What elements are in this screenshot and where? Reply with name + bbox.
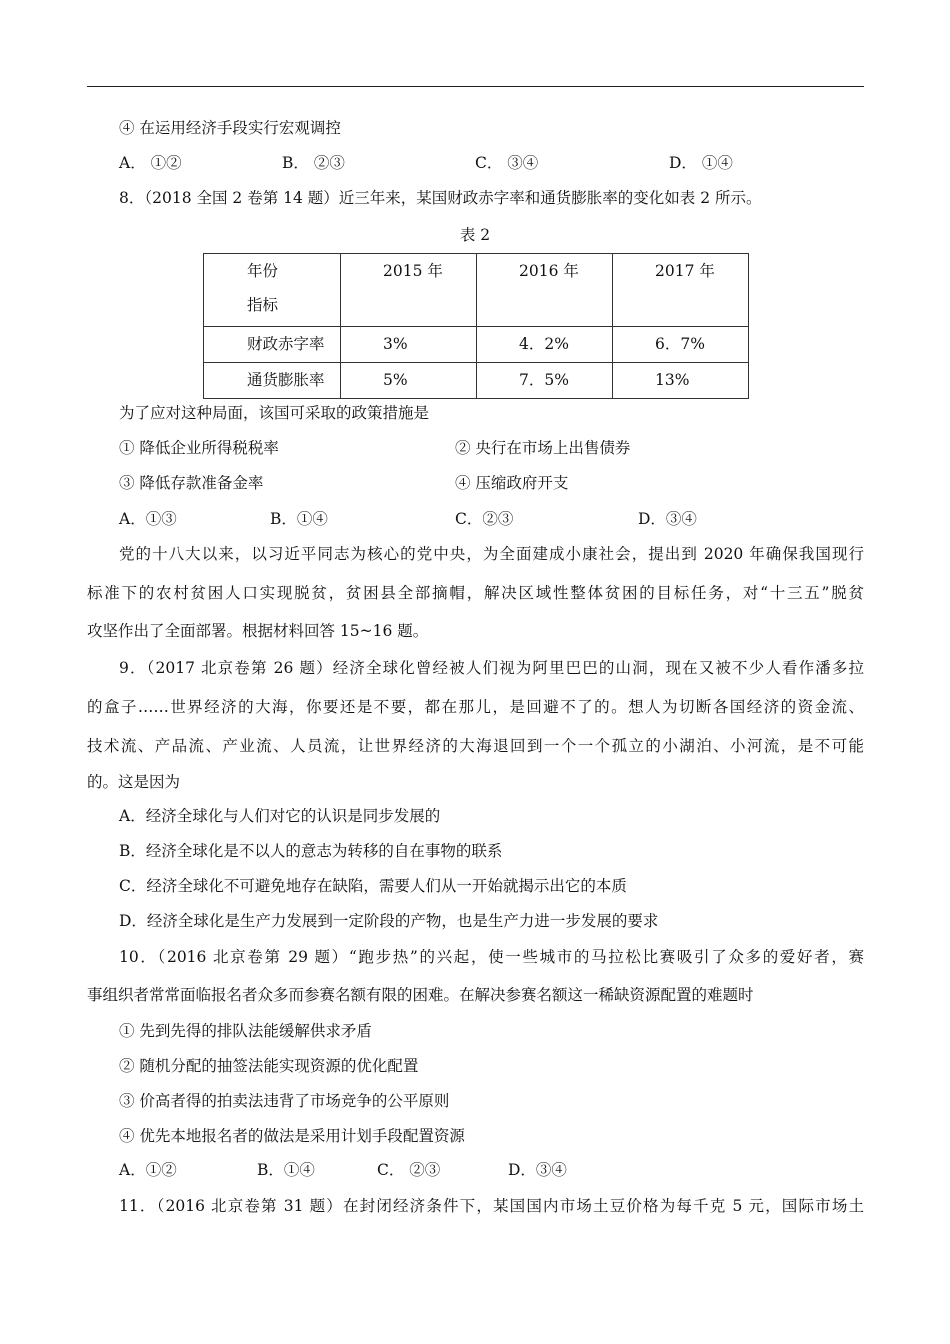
q9-option-b[interactable]: B．经济全球化是不以人的意志为转移的自在事物的联系 xyxy=(119,842,503,860)
table-corner-cell xyxy=(204,254,341,327)
q8-item-1: ① 降低企业所得税税率 xyxy=(119,439,279,457)
q7-option-a[interactable]: A． ①② xyxy=(119,154,182,172)
table-row xyxy=(204,363,749,399)
q9-option-d[interactable]: D．经济全球化是生产力发展到一定阶段的产物，也是生产力进一步发展的要求 xyxy=(119,912,659,930)
q8-option-d[interactable]: D．③④ xyxy=(638,510,697,528)
q9-stem-line: 的盒子……世界经济的大海，你要还是不要，都在那儿，是回避不了的。想人为切断各国经济的资金流、 xyxy=(87,698,864,716)
q8-item-3: ③ 降低存款准备金率 xyxy=(119,474,264,492)
row-label: 通货膨胀率 xyxy=(204,363,341,399)
table-cell: 3% xyxy=(341,327,477,363)
q11-stem-line: 11．（2016 北京卷第 31 题）在封闭经济条件下，某国国内市场土豆价格为每千克 5 元，国际市场土 xyxy=(119,1197,864,1215)
q9-stem-line: 9．（2017 北京卷第 26 题）经济全球化曾经被人们视为阿里巴巴的山洞，现在又被不少人看作潘多拉 xyxy=(119,659,864,677)
q8-option-c[interactable]: C．②③ xyxy=(455,510,514,528)
q8-question: 为了应对这种局面，该国可采取的政策措施是 xyxy=(119,404,430,422)
q8-item-2: ② 央行在市场上出售债券 xyxy=(455,439,631,457)
table-cell: 13% xyxy=(613,363,749,399)
table-cell: 7．5% xyxy=(477,363,613,399)
table-cell: 6．7% xyxy=(613,327,749,363)
q9-stem-line: 的。这是因为 xyxy=(87,773,181,791)
table-row xyxy=(204,327,749,363)
q10-option-a[interactable]: A．①② xyxy=(119,1161,177,1179)
q7-option-c[interactable]: C． ③④ xyxy=(475,154,539,172)
table-caption: 表 2 xyxy=(459,226,491,244)
material-line: 标准下的农村贫困人口实现脱贫，贫困县全部摘帽，解决区域性整体贫困的目标任务，对“十三五”脱贫 xyxy=(87,584,864,602)
q8-stem: 8．（2018 全国 2 卷第 14 题）近三年来，某国财政赤字率和通货膨胀率的变化如表 2 所示。 xyxy=(119,189,762,207)
q7-option-d[interactable]: D． ①④ xyxy=(669,154,733,172)
table-cell: 4．2% xyxy=(477,327,613,363)
q10-item-2: ② 随机分配的抽签法能实现资源的优化配置 xyxy=(119,1057,419,1075)
q8-item-4: ④ 压缩政府开支 xyxy=(455,474,569,492)
header-rule xyxy=(87,86,864,87)
q10-option-d[interactable]: D．③④ xyxy=(508,1161,567,1179)
row-label: 财政赤字率 xyxy=(204,327,341,363)
q9-stem-line: 技术流、产品流、产业流、人员流，让世界经济的大海退回到一个一个孤立的小湖泊、小河流，是不可能 xyxy=(87,737,864,755)
table-cell: 5% xyxy=(341,363,477,399)
q10-option-c[interactable]: C． ②③ xyxy=(377,1161,441,1179)
year-header: 2017 年 xyxy=(613,254,749,327)
q9-option-c[interactable]: C．经济全球化不可避免地存在缺陷，需要人们从一开始就揭示出它的本质 xyxy=(119,877,627,895)
corner-year-label: 年份 xyxy=(247,262,279,280)
material-line: 党的十八大以来，以习近平同志为核心的党中央，为全面建成小康社会，提出到 2020 年确保我国现行 xyxy=(119,545,864,563)
year-header: 2016 年 xyxy=(477,254,613,327)
q10-item-1: ① 先到先得的排队法能缓解供求矛盾 xyxy=(119,1022,372,1040)
data-table xyxy=(203,253,749,399)
corner-indicator-label: 指标 xyxy=(247,296,279,314)
q10-stem-line: 事组织者常常面临报名者众多而参赛名额有限的困难。在解决参赛名额这一稀缺资源配置的难题时 xyxy=(87,986,754,1004)
year-header: 2015 年 xyxy=(341,254,477,327)
q7-option-b[interactable]: B． ②③ xyxy=(282,154,345,172)
q9-option-a[interactable]: A．经济全球化与人们对它的认识是同步发展的 xyxy=(119,807,441,825)
q10-item-3: ③ 价高者得的拍卖法违背了市场竞争的公平原则 xyxy=(119,1092,450,1110)
q7-item-4: ④ 在运用经济手段实行宏观调控 xyxy=(119,119,341,137)
q10-stem-line: 10．（2016 北京卷第 29 题）“跑步热”的兴起，使一些城市的马拉松比赛吸引了众多的爱好者，赛 xyxy=(119,948,864,966)
material-line: 攻坚作出了全面部署。根据材料回答 15~16 题。 xyxy=(87,622,429,640)
q8-option-b[interactable]: B．①④ xyxy=(270,510,328,528)
q10-item-4: ④ 优先本地报名者的做法是采用计划手段配置资源 xyxy=(119,1127,465,1145)
q8-option-a[interactable]: A．①③ xyxy=(119,510,177,528)
q10-option-b[interactable]: B．①④ xyxy=(257,1161,315,1179)
